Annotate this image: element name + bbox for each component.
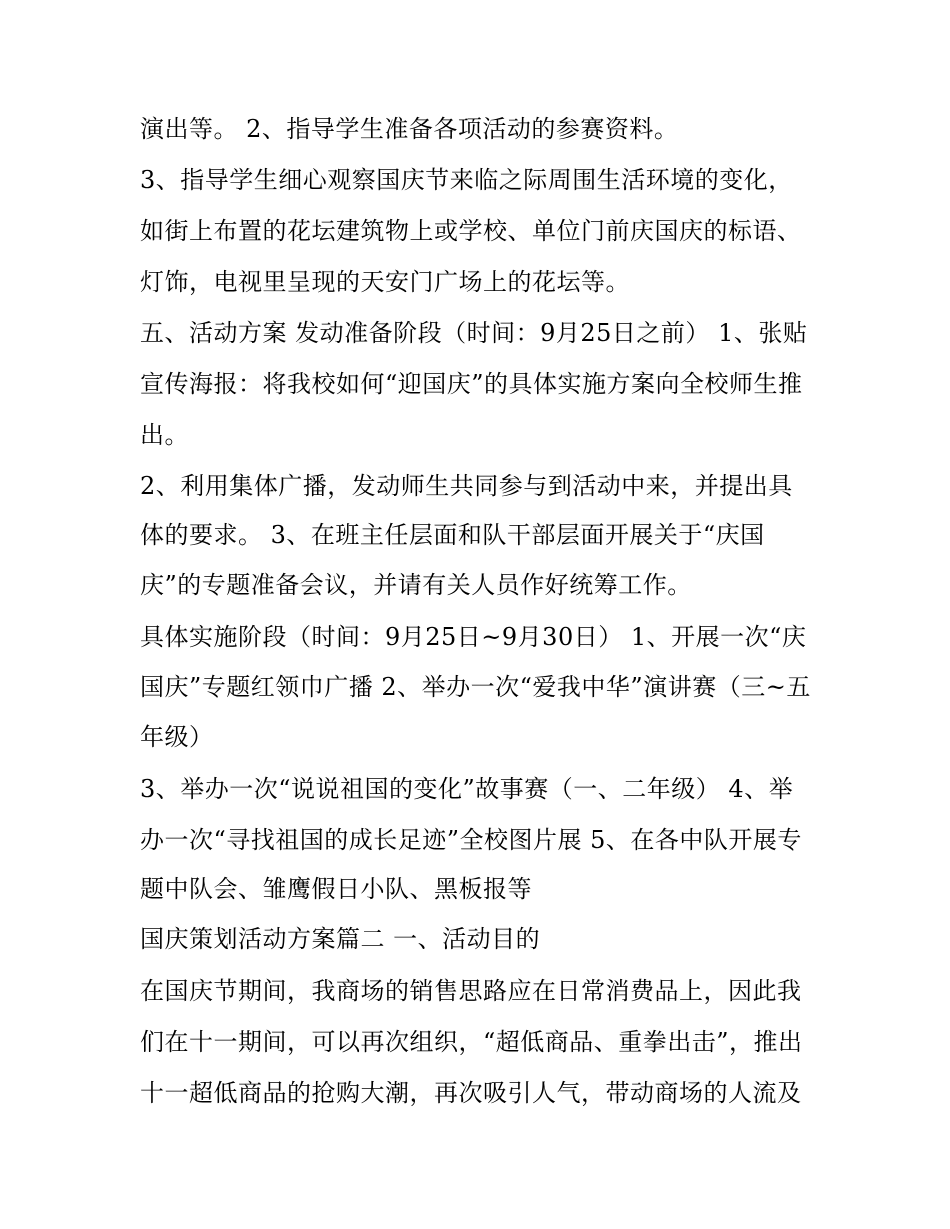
text-line: 十一超低商品的抢购大潮，再次吸引人气，带动商场的人流及: [140, 1079, 802, 1107]
text-line: 宣传海报：将我校如何“迎国庆”的具体实施方案向全校师生推: [140, 370, 803, 398]
text-line: 具体实施阶段（时间：9月25日~9月30日） 1、开展一次“庆: [140, 623, 807, 651]
text-line: 在国庆节期间，我商场的销售思路应在日常消费品上，因此我: [140, 977, 802, 1005]
text-line: 庆”的专题准备会议，并请有关人员作好统筹工作。: [140, 571, 692, 599]
text-line: 国庆”专题红领巾广播 2、举办一次“爱我中华”演讲赛（三~五: [140, 673, 811, 701]
text-line: 3、指导学生细心观察国庆节来临之际周围生活环境的变化，: [140, 166, 793, 194]
text-line: 题中队会、雏鹰假日小队、黑板报等: [140, 875, 532, 903]
text-line: 年级）: [140, 723, 214, 751]
text-line: 体的要求。 3、在班主任层面和队干部层面开展关于“庆国: [140, 521, 765, 549]
text-line: 们在十一期间，可以再次组织，“超低商品、重拳出击”，推出: [140, 1028, 803, 1056]
text-line: 演出等。 2、指导学生准备各项活动的参赛资料。: [140, 115, 679, 143]
text-line: 2、利用集体广播，发动师生共同参与到活动中来，并提出具: [140, 472, 793, 500]
text-line: 五、活动方案 发动准备阶段（时间：9月25日之前） 1、张贴: [140, 319, 808, 347]
text-line: 出。: [140, 421, 189, 449]
text-line: 灯饰，电视里呈现的天安门广场上的花坛等。: [140, 268, 630, 296]
section-heading: 国庆策划活动方案篇二 一、活动目的: [140, 925, 541, 953]
text-line: 如街上布置的花坛建筑物上或学校、单位门前庆国庆的标语、: [140, 217, 802, 245]
text-line: 办一次“寻找祖国的成长足迹”全校图片展 5、在各中队开展专: [140, 826, 802, 854]
text-line: 3、举办一次“说说祖国的变化”故事赛（一、二年级） 4、举: [140, 775, 794, 803]
